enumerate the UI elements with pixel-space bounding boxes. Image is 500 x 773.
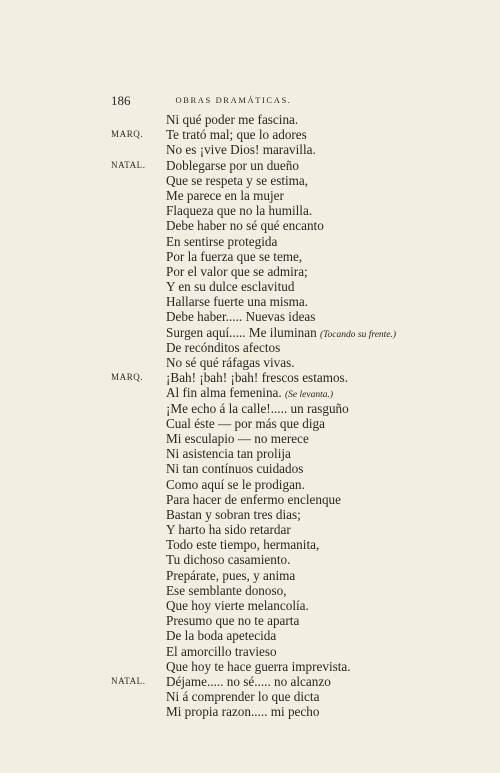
verse-text-content: Debe haber..... Nuevas ideas xyxy=(166,309,316,325)
verse-text-content: Bastan y sobran tres dias; xyxy=(166,506,301,522)
running-title: OBRAS DRAMÁTICAS. xyxy=(175,95,292,105)
verse-text-content: ¡Bah! ¡bah! ¡bah! frescos estamos. xyxy=(166,370,348,386)
verse-line xyxy=(0,279,500,294)
verse-text-content: Surgen aquí..... Me iluminan xyxy=(166,324,317,340)
verse-text-content: El amorcillo travieso xyxy=(166,643,277,659)
verse-text-content: Mi esculapio — no merece xyxy=(166,430,309,446)
verse-line xyxy=(0,218,500,233)
verse-line xyxy=(0,461,500,476)
verse-text xyxy=(166,522,291,537)
verse-text-content: Mi propia razon..... mi pecho xyxy=(166,704,320,720)
verse-line xyxy=(0,173,500,188)
verse-text xyxy=(166,461,303,476)
page-header xyxy=(111,93,336,111)
verse-text xyxy=(166,188,284,203)
verse-text-content: Que se respeta y se estima, xyxy=(166,172,309,188)
verse-text-content: Flaqueza que no la humilla. xyxy=(166,203,313,219)
verse-text xyxy=(166,613,299,628)
speaker-label: MARQ. xyxy=(111,129,144,140)
verse-text-content: Como aquí se le prodigan. xyxy=(166,476,305,492)
verse-line xyxy=(0,552,500,567)
verse-text xyxy=(166,446,291,461)
verse-line xyxy=(0,522,500,537)
verse-line xyxy=(0,674,500,689)
verse-line xyxy=(0,689,500,704)
verse-text-content: Que hoy vierte melancolía. xyxy=(166,598,309,613)
verse-text xyxy=(166,583,287,598)
verse-line xyxy=(0,264,500,279)
verse-line xyxy=(0,127,500,142)
verse-line xyxy=(0,628,500,643)
verse-body xyxy=(0,112,500,720)
verse-line xyxy=(0,370,500,385)
verse-line xyxy=(0,234,500,249)
verse-text xyxy=(166,264,308,279)
verse-text-content: No sé qué ráfagas vivas. xyxy=(166,355,295,370)
verse-text-content: De recónditos afectos xyxy=(166,339,281,355)
verse-line xyxy=(0,309,500,324)
verse-text-content: De la boda apetecida xyxy=(166,628,277,644)
verse-text xyxy=(166,628,276,643)
verse-text xyxy=(166,340,280,355)
verse-text xyxy=(166,294,308,309)
verse-text xyxy=(166,401,349,416)
verse-text xyxy=(166,142,316,157)
verse-text-content: Ni asistencia tan prolija xyxy=(166,446,291,462)
verse-text xyxy=(166,552,290,567)
verse-text-content: No es ¡vive Dios! maravilla. xyxy=(166,142,316,158)
verse-line xyxy=(0,613,500,628)
verse-line xyxy=(0,431,500,446)
verse-line xyxy=(0,507,500,522)
verse-line xyxy=(0,568,500,583)
verse-line xyxy=(0,644,500,659)
verse-text-content: Te trató mal; que lo adores xyxy=(166,127,307,143)
stage-direction: (Se levanta.) xyxy=(285,390,334,401)
verse-text xyxy=(166,203,312,218)
verse-line xyxy=(0,477,500,492)
verse-text xyxy=(166,309,315,324)
verse-text xyxy=(166,689,319,704)
speaker-label: NATAL. xyxy=(111,159,146,170)
verse-line xyxy=(0,659,500,674)
verse-line xyxy=(0,537,500,552)
verse-line xyxy=(0,704,500,719)
verse-text-content: Me parece en la mujer xyxy=(166,187,284,203)
verse-text xyxy=(166,598,309,613)
verse-text-content: Ni á comprender lo que dicta xyxy=(166,689,320,705)
verse-line xyxy=(0,355,500,370)
verse-text-content: Por la fuerza que se teme, xyxy=(166,248,303,264)
verse-text-content: Y harto ha sido retardar xyxy=(166,522,291,538)
speaker-label: NATAL. xyxy=(111,675,146,686)
verse-text xyxy=(166,158,299,173)
verse-text-content: Tu dichoso casamiento. xyxy=(166,552,291,568)
verse-line xyxy=(0,598,500,613)
verse-line xyxy=(0,492,500,507)
verse-text xyxy=(166,477,305,492)
verse-text-content: Debe haber no sé qué encanto xyxy=(166,218,324,234)
verse-text xyxy=(166,704,319,719)
verse-text-content: Déjame..... no sé..... no alcanzo xyxy=(166,673,331,689)
verse-text xyxy=(166,568,295,583)
verse-text-content: Por el valor que se admira; xyxy=(166,263,308,279)
verse-line xyxy=(0,294,500,309)
verse-text xyxy=(166,218,324,233)
verse-text-content: ¡Me echo á la calle!..... un rasguño xyxy=(166,400,349,416)
verse-text-content: Todo este tiempo, hermanita, xyxy=(166,537,320,553)
verse-text xyxy=(166,416,325,431)
page-number: 186 xyxy=(111,93,131,108)
verse-text xyxy=(166,112,298,127)
verse-text-content: Para hacer de enfermo enclenque xyxy=(166,491,341,507)
verse-line xyxy=(0,112,500,127)
verse-text-content: Y en su dulce esclavitud xyxy=(166,279,295,295)
verse-line xyxy=(0,249,500,264)
verse-text xyxy=(166,355,295,370)
verse-text-content: Hallarse fuerte una misma. xyxy=(166,294,309,310)
verse-text-content: Doblegarse por un dueño xyxy=(166,157,299,173)
verse-text-content: Presumo que no te aparta xyxy=(166,613,300,629)
verse-line xyxy=(0,203,500,218)
verse-line xyxy=(0,416,500,431)
verse-text xyxy=(166,644,277,659)
verse-text xyxy=(166,674,331,689)
verse-text xyxy=(166,492,341,507)
verse-text xyxy=(166,173,308,188)
verse-text xyxy=(166,249,302,264)
verse-line xyxy=(0,158,500,173)
verse-line xyxy=(0,385,500,400)
verse-text xyxy=(166,431,309,446)
verse-line xyxy=(0,325,500,340)
verse-text-content: Ese semblante donoso, xyxy=(166,582,287,598)
verse-line xyxy=(0,446,500,461)
verse-text-content: Que hoy te hace guerra imprevista. xyxy=(166,658,351,674)
verse-text-content: Al fin alma femenina. xyxy=(166,385,282,401)
verse-text xyxy=(166,234,277,249)
verse-text xyxy=(166,279,294,294)
verse-text xyxy=(166,659,351,674)
verse-text-content: En sentirse protegida xyxy=(166,233,278,249)
speaker-label: MARQ. xyxy=(111,372,144,383)
stage-direction: (Tocando su frente.) xyxy=(319,329,397,340)
verse-line xyxy=(0,142,500,157)
verse-text-content: Ni tan contínuos cuidados xyxy=(166,461,304,477)
verse-text-content: Prepárate, pues, y anima xyxy=(166,567,296,583)
verse-line xyxy=(0,188,500,203)
verse-line xyxy=(0,340,500,355)
verse-line xyxy=(0,583,500,598)
verse-text-content: Cual éste — por más que diga xyxy=(166,415,325,431)
verse-line xyxy=(0,401,500,416)
verse-text-content: Ni qué poder me fascina. xyxy=(166,112,299,127)
verse-text xyxy=(166,507,301,522)
verse-text xyxy=(166,127,307,142)
verse-text xyxy=(166,537,319,552)
verse-text xyxy=(166,370,348,385)
